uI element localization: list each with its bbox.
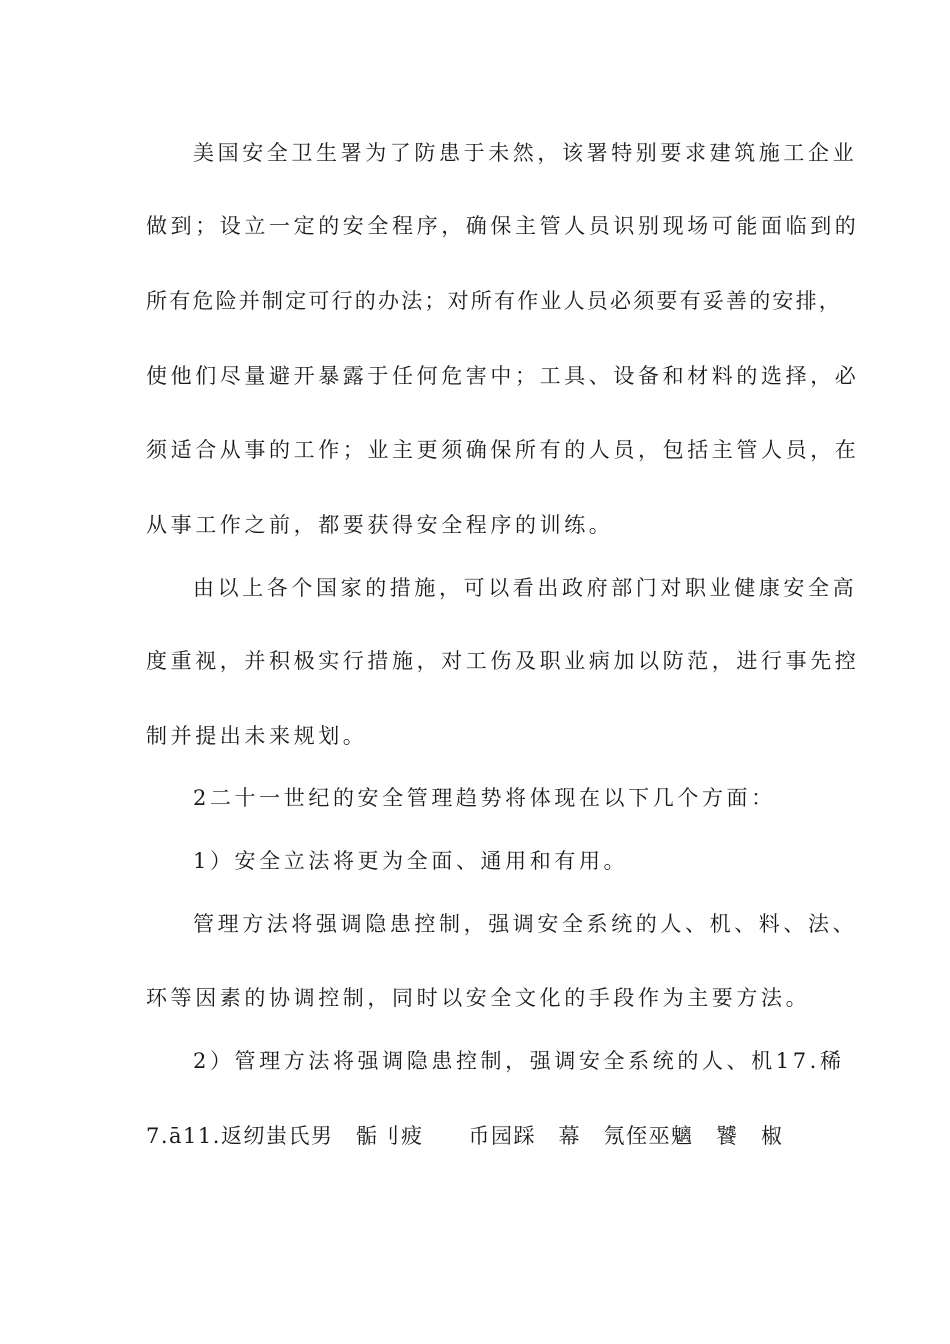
paragraph-line: 制并提出未来规划。: [146, 724, 368, 748]
paragraph-line: 由以上各个国家的措施，可以看出政府部门对职业健康安全高: [193, 576, 858, 600]
paragraph-line: 度重视，并积极实行措施，对工伤及职业病加以防范，进行事先控: [146, 649, 860, 673]
paragraph-line: 使他们尽量避开暴露于任何危害中；工具、设备和材料的选择，必: [146, 364, 860, 388]
garbled-text-line: 7.ā11.返纫蚩氏男 骺刂疲 币园踩 幕 氖侄巫魑 饕 椒: [146, 1124, 784, 1148]
paragraph-line: 从事工作之前，都要获得安全程序的训练。: [146, 513, 614, 537]
paragraph-line: 做到；设立一定的安全程序，确保主管人员识别现场可能面临到的: [146, 214, 860, 238]
paragraph-line: 环等因素的协调控制，同时以安全文化的手段作为主要方法。: [146, 986, 811, 1010]
list-item: 2）管理方法将强调隐患控制，强调安全系统的人、机17.稀: [193, 1049, 845, 1073]
paragraph-line: 管理方法将强调隐患控制，强调安全系统的人、机、料、法、: [193, 912, 858, 936]
paragraph-line: 所有危险并制定可行的办法；对所有作业人员必须要有妥善的安排，: [146, 289, 842, 313]
paragraph-line: 美国安全卫生署为了防患于未然，该署特别要求建筑施工企业: [193, 141, 858, 165]
section-heading: 2二十一世纪的安全管理趋势将体现在以下几个方面：: [193, 786, 776, 810]
paragraph-line: 须适合从事的工作；业主更须确保所有的人员，包括主管人员，在: [146, 438, 860, 462]
list-item: 1）安全立法将更为全面、通用和有用。: [193, 849, 629, 873]
